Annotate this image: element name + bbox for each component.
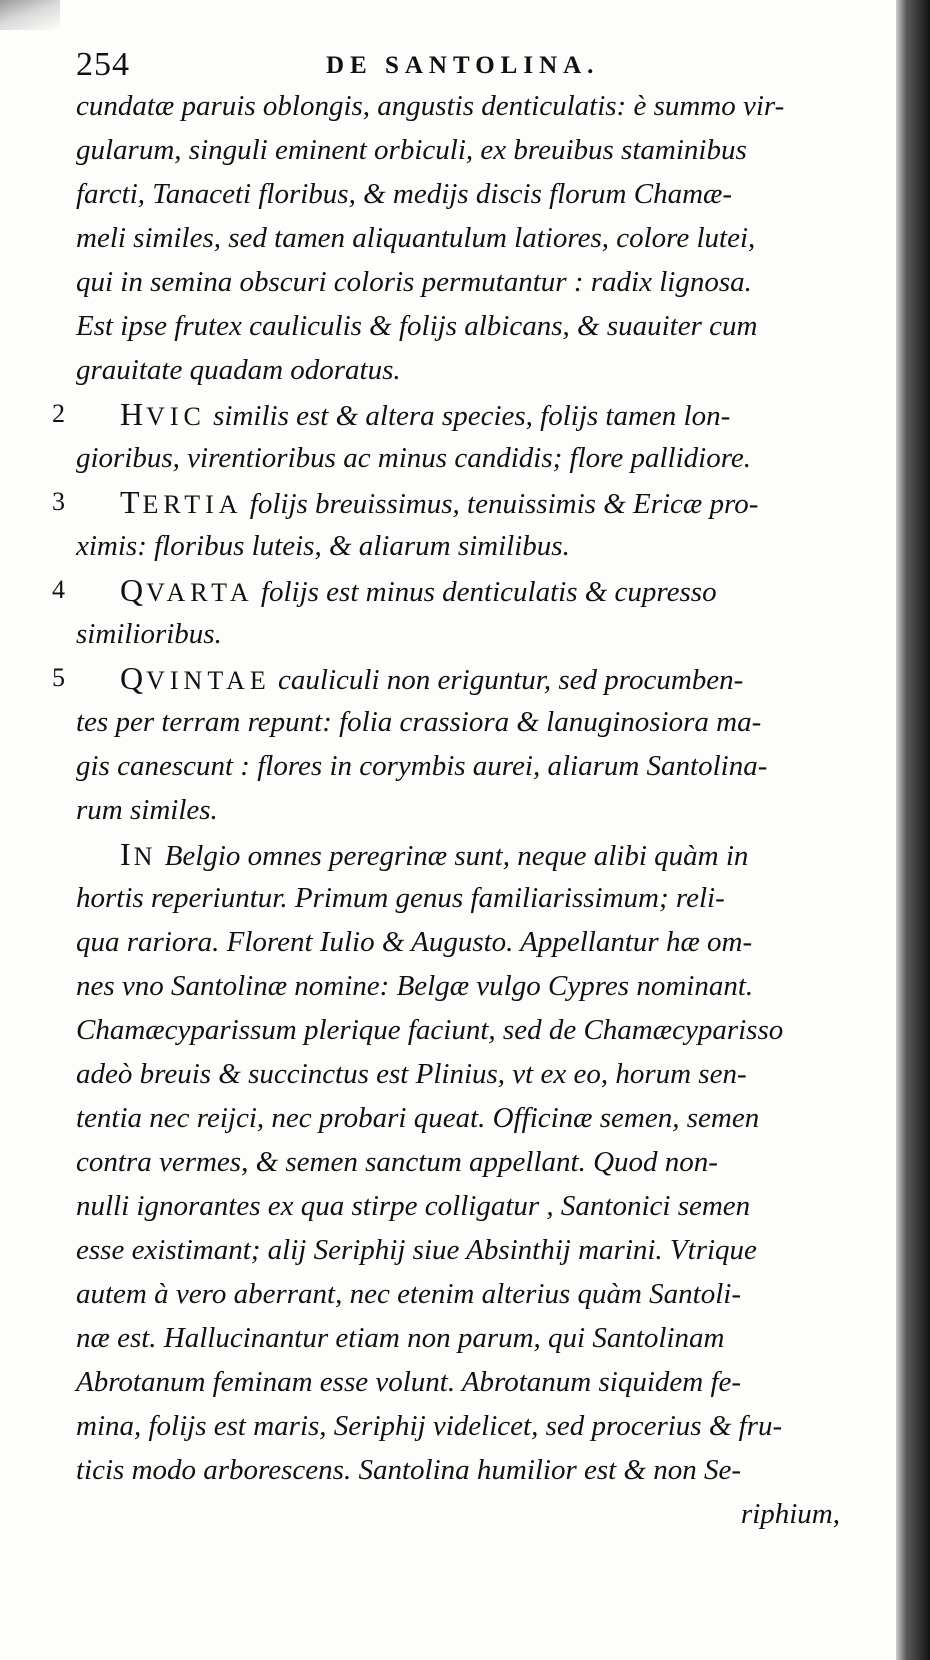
text-line: cundatæ paruis oblongis, angustis denticulatis: è summo vir-	[76, 90, 785, 122]
text-line: Chamæcyparissum plerique faciunt, sed de Chamæcyparisso	[76, 1014, 784, 1046]
lead-initial: Q	[120, 572, 147, 608]
margin-number: 3	[52, 487, 65, 516]
paragraph-first-line	[76, 832, 870, 876]
text-line: nulli ignorantes ex qua stirpe colligatur , Santonici semen	[76, 1190, 751, 1222]
lead-rest: VARTA	[146, 578, 254, 607]
page-number: 254	[76, 46, 130, 83]
text-line: hortis reperiuntur. Primum genus familiarissimum; reli-	[76, 882, 725, 914]
small-caps-lead	[120, 660, 271, 696]
text-line: tentia nec reijci, nec probari queat. Officinæ semen, semen	[76, 1102, 760, 1134]
line-text: folijs breuissimus, tenuissimis & Ericæ pro-	[242, 488, 759, 520]
text-line: mina, folijs est maris, Seriphij videlicet, sed procerius & fru-	[76, 1410, 783, 1442]
margin-number: 2	[52, 399, 65, 428]
text-line: autem à vero aberrant, nec etenim alterius quàm Santoli-	[76, 1278, 742, 1310]
paragraph-first-line	[52, 568, 870, 612]
small-caps-lead	[120, 396, 206, 432]
small-caps-lead	[120, 836, 158, 872]
text-line: qua rariora. Florent Iulio & Augusto. Appellantur hæ om-	[76, 926, 753, 958]
margin-number: 5	[52, 663, 65, 692]
page-body	[52, 84, 870, 1536]
text-line: Abrotanum feminam esse volunt. Abrotanum siquidem fe-	[76, 1366, 742, 1398]
paragraph-first-line	[52, 392, 870, 436]
line-text: folijs est minus denticulatis & cupresso	[253, 576, 717, 608]
line-text: cauliculi non eriguntur, sed procumben-	[270, 664, 744, 696]
lead-initial: I	[120, 836, 134, 872]
text-line: adeò breuis & succinctus est Plinius, vt ex eo, horum sen-	[76, 1058, 747, 1090]
paragraph-first-line	[52, 656, 870, 700]
scan-corner-shadow	[0, 0, 60, 30]
text-line: nes vno Santolinæ nomine: Belgæ vulgo Cypres nominant.	[76, 970, 754, 1002]
paragraph-first-line	[52, 480, 870, 524]
text-line: qui in semina obscuri coloris permutantur : radix lignosa.	[76, 266, 752, 298]
text-line: Est ipse frutex cauliculis & folijs albicans, & suauiter cum	[76, 310, 758, 342]
line-text: similis est & altera species, folijs tamen lon-	[205, 400, 731, 432]
text-line: gis canescunt : flores in corymbis aurei, aliarum Santolina-	[76, 750, 768, 782]
running-head: DE SANTOLINA.	[326, 52, 600, 79]
text-line: rum similes.	[76, 794, 218, 826]
lead-rest: ERTIA	[142, 490, 243, 519]
text-line: tes per terram repunt: folia crassiora & lanuginosiora ma-	[76, 706, 762, 738]
text-line: gioribus, virentioribus ac minus candidis; flore pallidiore.	[76, 442, 752, 474]
lead-rest: N	[133, 842, 158, 871]
page-header	[76, 46, 860, 86]
margin-number: 4	[52, 575, 65, 604]
small-caps-lead	[120, 484, 243, 520]
catchword: riphium,	[740, 1498, 840, 1530]
text-line: similioribus.	[76, 618, 222, 650]
lead-rest: VIC	[146, 402, 206, 431]
lead-initial: Q	[120, 660, 147, 696]
text-line: næ est. Hallucinantur etiam non parum, qui Santolinam	[76, 1322, 725, 1354]
text-line: gularum, singuli eminent orbiculi, ex breuibus staminibus	[76, 134, 747, 166]
text-line: farcti, Tanaceti floribus, & medijs discis florum Chamæ-	[76, 178, 733, 210]
lead-rest: VINTAE	[146, 666, 271, 695]
line-text: Belgio omnes peregrinæ sunt, neque alibi quàm in	[157, 840, 749, 872]
text-line: contra vermes, & semen sanctum appellant. Quod non-	[76, 1146, 718, 1178]
text-line: meli similes, sed tamen aliquantulum latiores, colore lutei,	[76, 222, 756, 254]
facing-page-edge	[896, 0, 930, 1660]
text-line: ximis: floribus luteis, & aliarum similibus.	[76, 530, 570, 562]
lead-initial: H	[120, 396, 147, 432]
text-line: ticis modo arborescens. Santolina humilior est & non Se-	[76, 1454, 742, 1486]
text-line: esse existimant; alij Seriphij siue Absinthij marini. Vtrique	[76, 1234, 757, 1266]
text-line: grauitate quadam odoratus.	[76, 354, 401, 386]
small-caps-lead	[120, 572, 254, 608]
lead-initial: T	[120, 484, 143, 520]
